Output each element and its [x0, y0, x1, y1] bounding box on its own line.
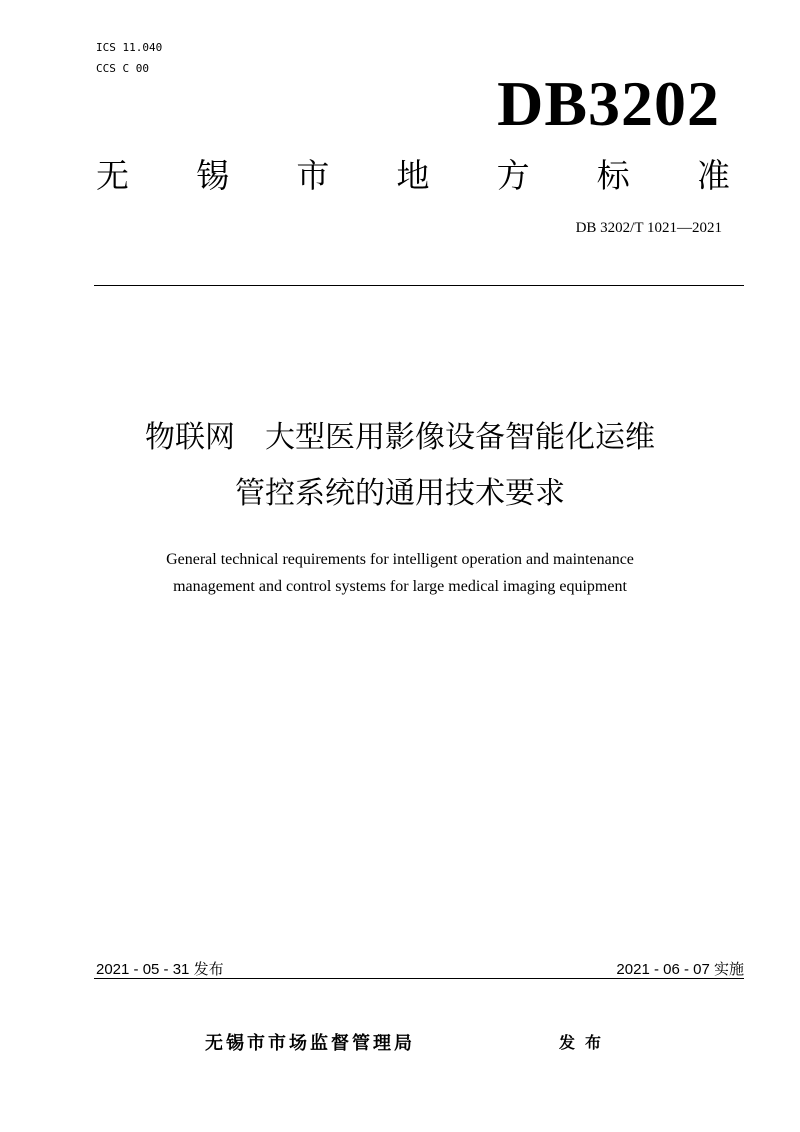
- header-divider: [94, 285, 744, 286]
- standard-type-char: 标: [596, 156, 630, 195]
- publish-date: 2021 - 05 - 31 发布: [96, 961, 224, 978]
- standard-number: DB 3202/T 1021—2021: [575, 220, 722, 236]
- standard-type-char: 准: [696, 156, 730, 195]
- standard-type-title: [96, 156, 730, 196]
- standard-type-char: 方: [496, 156, 530, 195]
- standard-type-char: 地: [396, 156, 430, 195]
- chinese-title-line-1: 物联网 大型医用影像设备智能化运维: [145, 420, 655, 455]
- standard-type-char: 市: [296, 156, 330, 195]
- english-title-line-1: General technical requirements for intelligent operation and maintenance: [166, 551, 634, 568]
- chinese-title-line-2: 管控系统的通用技术要求: [235, 476, 565, 511]
- db-logo: DB3202: [497, 68, 720, 139]
- standard-type-char: 无: [96, 156, 129, 195]
- ics-code: ICS 11.040: [96, 41, 163, 54]
- english-title-line-2: management and control systems for large medical imaging equipment: [173, 578, 627, 595]
- issuing-authority: 无锡市市场监督管理局: [205, 1033, 415, 1054]
- footer-divider: [94, 978, 744, 979]
- ccs-code: CCS C 00: [96, 62, 149, 75]
- implement-date: 2021 - 06 - 07 实施: [616, 961, 744, 978]
- standard-type-char: 锡: [196, 156, 230, 195]
- issue-label: 发布: [559, 1033, 612, 1052]
